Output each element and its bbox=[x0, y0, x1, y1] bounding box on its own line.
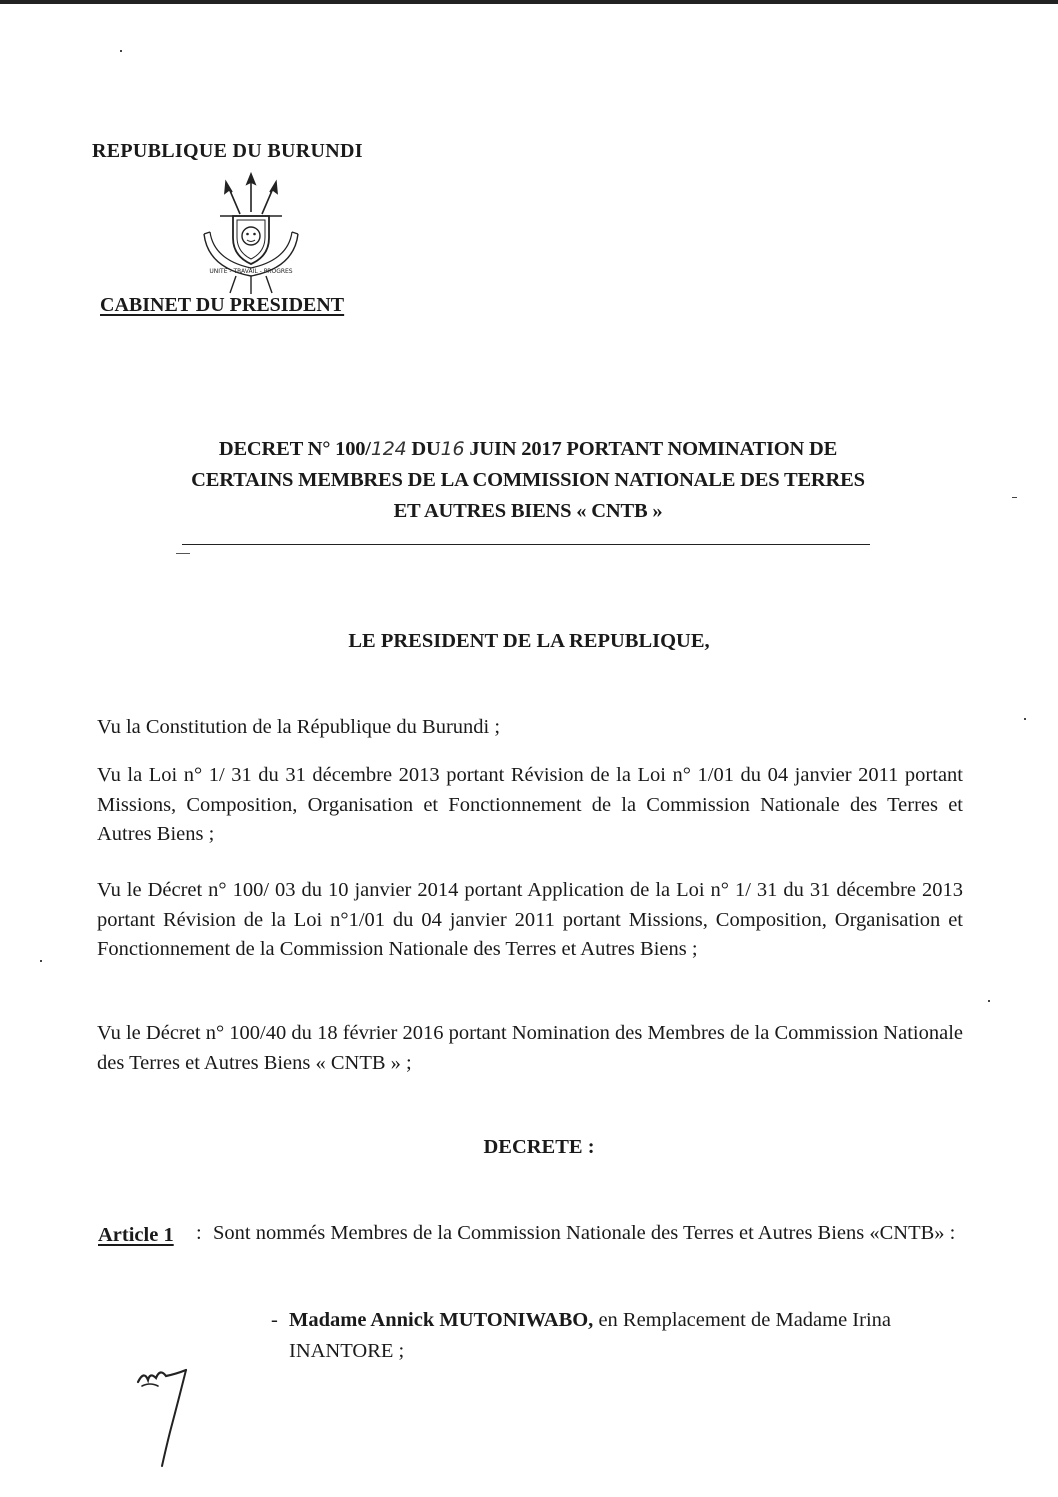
member-list-item bbox=[271, 1305, 911, 1367]
decree-title-du: DU bbox=[406, 438, 441, 460]
initials-signature-icon bbox=[132, 1362, 202, 1472]
handwritten-initials bbox=[132, 1362, 202, 1477]
member-entry bbox=[289, 1305, 911, 1367]
list-bullet: - bbox=[271, 1309, 278, 1331]
article-1-text: Sont nommés Membres de la Commission Nationale des Terres et Autres Biens «CNTB» : bbox=[213, 1222, 956, 1244]
consideration-paragraph: Vu la Constitution de la République du Burundi ; bbox=[97, 716, 501, 738]
consideration-paragraph: Vu le Décret n° 100/40 du 18 février 2016 portant Nomination des Membres de la Commission Nationale des Terres et Autres Biens « CNTB » ; bbox=[97, 1022, 963, 1074]
coat-of-arms-emblem bbox=[196, 172, 306, 297]
handwritten-decree-number: 124 bbox=[370, 438, 407, 460]
decree-title-line-1 bbox=[80, 434, 976, 465]
cabinet-header: CABINET DU PRESIDENT bbox=[100, 294, 345, 316]
country-header: REPUBLIQUE DU BURUNDI bbox=[92, 140, 363, 162]
president-heading: LE PRESIDENT DE LA REPUBLIQUE, bbox=[348, 630, 710, 652]
decrete-heading: DECRETE : bbox=[483, 1136, 595, 1158]
decree-title-suffix: JUIN 2017 PORTANT NOMINATION DE bbox=[464, 438, 838, 460]
handwritten-decree-day: 16 bbox=[440, 438, 465, 460]
decree-title-line-2: CERTAINS MEMBRES DE LA COMMISSION NATIONALE DES TERRES bbox=[191, 469, 865, 491]
article-1-label: Article 1 bbox=[98, 1224, 174, 1246]
scan-speck bbox=[40, 960, 42, 962]
coat-of-arms-icon bbox=[196, 172, 306, 297]
decree-title bbox=[80, 434, 976, 527]
scan-speck bbox=[1024, 718, 1026, 720]
emblem-motto: UNITE - TRAVAIL - PROGRES bbox=[209, 268, 293, 275]
decree-title-prefix: DECRET N° 100/ bbox=[218, 438, 371, 460]
article-1-colon: : bbox=[196, 1222, 202, 1244]
scan-speck bbox=[988, 1000, 990, 1002]
page-top-edge bbox=[0, 0, 1058, 4]
member-replacement-text: en Remplacement de Madame Irina INANTORE ; bbox=[289, 1309, 892, 1362]
decree-title-line-3: ET AUTRES BIENS « CNTB » bbox=[393, 500, 663, 522]
consideration-paragraph: Vu la Loi n° 1/ 31 du 31 décembre 2013 portant Révision de la Loi n° 1/01 du 04 janvier 2011 portant Missions, Composition, Organisation et Fonctionnement de la Commission Nationale des Terres et Autres Biens ; bbox=[97, 764, 963, 845]
scan-speck bbox=[1012, 497, 1017, 498]
member-name: Madame Annick MUTONIWABO, bbox=[289, 1309, 594, 1331]
title-divider bbox=[182, 544, 870, 545]
scan-speck bbox=[120, 50, 122, 52]
title-divider-mark bbox=[176, 553, 190, 554]
consideration-paragraph: Vu le Décret n° 100/ 03 du 10 janvier 2014 portant Application de la Loi n° 1/ 31 du 31 décembre 2013 portant Révision de la Loi n°1/01 du 04 janvier 2011 portant Missions, Composition, Organisation et Fonctionnement de la Commission Nationale des Terres et Autres Biens ; bbox=[97, 879, 963, 960]
